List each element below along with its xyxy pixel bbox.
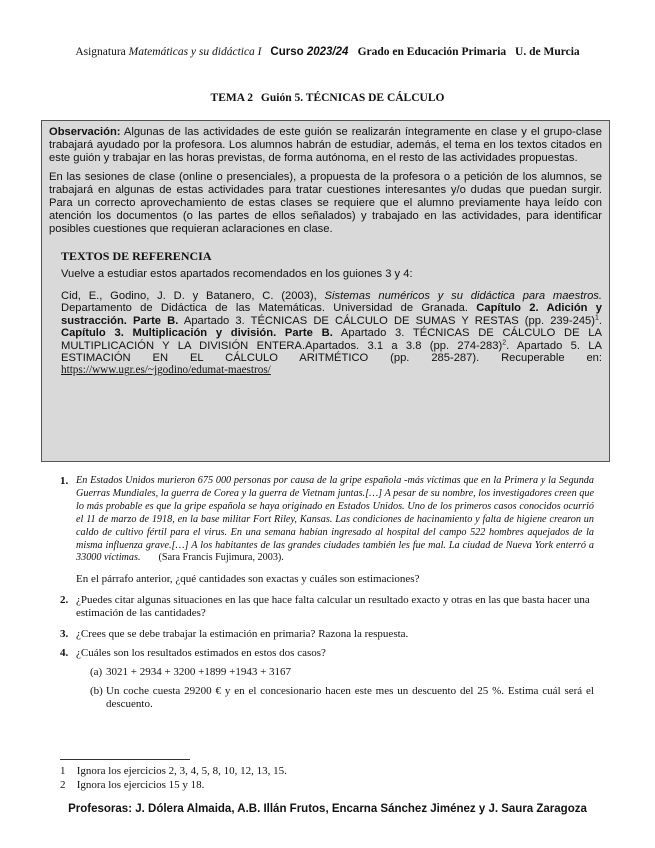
exercise-3-number: 3. bbox=[60, 628, 69, 641]
exercise-2-text: ¿Puedes citar algunas situaciones en las que hace falta calcular un resultado exacto y otras en las que basta hacer una estimación de las cantidades? bbox=[76, 594, 590, 620]
footnote-number: 2 bbox=[60, 779, 66, 791]
exercise-1-number: 1. bbox=[60, 475, 69, 487]
footnote-number: 1 bbox=[60, 765, 66, 777]
footnote-text: Ignora los ejercicios 2, 3, 4, 5, 8, 10, 12, 13, 15. bbox=[76, 765, 287, 777]
footnote-divider bbox=[60, 759, 190, 760]
exercise-2 bbox=[60, 594, 594, 620]
references-title: TEXTOS DE REFERENCIA bbox=[61, 248, 212, 263]
observation-paragraph-1 bbox=[49, 126, 602, 166]
footnotes bbox=[60, 764, 287, 792]
footnote-text: Ignora los ejercicios 15 y 18. bbox=[76, 779, 205, 791]
course-label: Curso bbox=[270, 46, 304, 58]
page-footer bbox=[0, 803, 655, 815]
footnote-item bbox=[60, 764, 287, 778]
footnote-marker-2[interactable]: 2 bbox=[502, 338, 507, 346]
subject-prefix: Asignatura bbox=[75, 46, 126, 58]
exercise-4b-label: (b) bbox=[90, 685, 103, 698]
references-intro: Vuelve a estudiar estos apartados recomendados en los guiones 3 y 4: bbox=[61, 267, 413, 280]
exercise-4a-label: (a) bbox=[90, 666, 103, 679]
citation-chapter-2: Capítulo 2. Adición y sustracción. Parte B. bbox=[61, 302, 602, 327]
observation-paragraph-2: En las sesiones de clase (online o presenciales), a propuesta de la profesora o a petición de los alumnos, se trabajará en algunas de estas actividades para tratar cuestiones interesantes y/o dudas que puedan surgir. Para un correcto aprovechamiento de estas clases se requiere que el alumno previamente haya leído con atención los documentos (o las partes de ellos señalados) y trabajado en las actividades, para identificar posibles cuestiones que requieran aclaraciones en clase. bbox=[49, 170, 602, 236]
observation-label: Observación: bbox=[49, 126, 121, 138]
footer-names: J. Dólera Almaida, A.B. Illán Frutos, Encarna Sánchez Jiménez y J. Saura Zaragoza bbox=[135, 803, 587, 815]
citation-chapter-3-extra: . Apartado 5. LA ESTIMACIÓN EN EL CÁLCULO ARITMÉTICO (pp. 285-287). Recuperable en: bbox=[61, 339, 602, 365]
citation-book-title: Sistemas numéricos y su didáctica para maestros. bbox=[324, 290, 602, 303]
citation-chapter-3: Capítulo 3. Multiplicación y división. Parte B. bbox=[61, 327, 333, 340]
exercise-1 bbox=[60, 475, 594, 565]
exercise-4a bbox=[76, 666, 594, 679]
guion-number: Guión 5. bbox=[260, 92, 304, 104]
exercise-1-source: (Sara Francis Fujimura, 2003). bbox=[158, 552, 284, 564]
exercise-4 bbox=[60, 647, 594, 711]
citation-authors: Cid, E., Godino, J. D. y Batanero, C. (2003), bbox=[61, 290, 325, 303]
exercise-list bbox=[60, 475, 594, 711]
reference-url-link[interactable]: https://www.ugr.es/~jgodino/edumat-maestros/ bbox=[61, 364, 271, 377]
citation-chapter-3-detail: Apartado 3. TÉCNICAS DE CÁLCULO DE LA MULTIPLICACIÓN Y LA DIVISIÓN ENTERA.Apartados. 3.1 a 3.8 (pp. 274-283) bbox=[61, 327, 602, 352]
exercise-4-text: ¿Cuáles son los resultados estimados en estos dos casos? bbox=[76, 647, 326, 660]
exercise-1-quote bbox=[76, 475, 594, 565]
observation-text-1: Algunas de las actividades de este guión se realizarán íntegramente en clase y el grupo-clase trabajará ayudado por la profesora. Los alumnos habrán de estudiar, además, el tema en los textos citados en este guión y trabajar en las horas previstas, de forma autónoma, en el resto de las actividades propuestas. bbox=[49, 126, 602, 165]
university: U. de Murcia bbox=[515, 46, 580, 58]
page-title bbox=[0, 92, 655, 104]
footnote-marker-1[interactable]: 1 bbox=[595, 314, 599, 322]
exercise-1-question: En el párrafo anterior, ¿qué cantidades son exactas y cuáles son estimaciones? bbox=[76, 573, 420, 586]
footnote-item bbox=[60, 778, 287, 792]
exercise-4b-text: Un coche cuesta 29200 € y en el concesionario hacen este mes un descuento del 25 %. Estima cuál será el descuento. bbox=[106, 685, 594, 711]
reference-citation: Cid, E., Godino, J. D. y Batanero, C. (2003), Sistemas numéricos y su didáctica para maestros. Departamento de Didáctica de las Matemáticas. Universidad de Granada. Capítulo 2. Adición y sustracción. Parte B. Apartado 3. TÉCNICAS DE CÁLCULO DE SUMAS Y RESTAS (pp. 239-245)$^1$. Capítulo 3. Multiplicación y división. Parte B. Apartado 3. TÉCNICAS DE CÁLCULO DE LA MULTIPLICACIÓN Y LA DIVISIÓN ENTERA.Apartados. 3.1 a 3.8 (pp. 274-283)$^2$. Apartado 5. LA ESTIMACIÓN EN EL CÁLCULO ARITMÉTICO (pp. 285-287). Recuperable en: https://www.ugr.es/~jgodino/edumat-maestros/ bbox=[61, 290, 603, 377]
exercise-4b bbox=[76, 685, 594, 711]
footer-label: Profesoras: bbox=[68, 803, 133, 815]
exercise-3-text: ¿Crees que se debe trabajar la estimación en primaria? Razona la respuesta. bbox=[76, 628, 409, 641]
tema-name: TÉCNICAS DE CÁLCULO bbox=[305, 92, 445, 104]
tema-number: TEMA 2 bbox=[210, 92, 254, 104]
exercise-4a-text: 3021 + 2934 + 3200 +1899 +1943 + 3167 bbox=[106, 666, 292, 679]
citation-chapter-2-detail: Apartado 3. TÉCNICAS DE CÁLCULO DE SUMAS Y RESTAS (pp. 239-245) bbox=[178, 314, 595, 327]
observation-box bbox=[41, 120, 610, 462]
exercise-3 bbox=[60, 628, 594, 641]
exercise-4-number: 4. bbox=[60, 647, 69, 660]
exercise-2-number: 2. bbox=[60, 594, 69, 607]
exercise-1-text: En Estados Unidos murieron 675 000 personas por causa de la gripe española -más víctimas que en la Primera y la Segunda Guerras Mundiales, la guerra de Corea y la guerra de Vietnam juntas.[…] A pesar de su nombre, los investigadores creen que lo más probable es que la gripe española se haya originado en Estados Unidos. Uno de los primeros casos conocidos ocurrió el 11 de marzo de 1918, en la base militar Fort Riley, Kansas. Las condiciones de hacinamiento y falta de higiene crearon un caldo de cultivo fértil para el virus. En una semana habían ingresado al hospital del campo 522 hombres aquejados de la misma influenza grave.[…] A los habitantes de las grandes ciudades también les fue mal. La ciudad de Nueva York enterró a 33000 víctimas. bbox=[76, 475, 594, 564]
subject-name: Matemáticas y su didáctica I bbox=[128, 46, 262, 58]
references-section bbox=[61, 250, 602, 377]
page-header bbox=[0, 46, 655, 58]
course-year: 2023/24 bbox=[306, 46, 349, 58]
degree: Grado en Educación Primaria bbox=[357, 46, 507, 58]
citation-publisher: Departamento de Didáctica de las Matemáticas. Universidad de Granada. bbox=[61, 302, 477, 315]
